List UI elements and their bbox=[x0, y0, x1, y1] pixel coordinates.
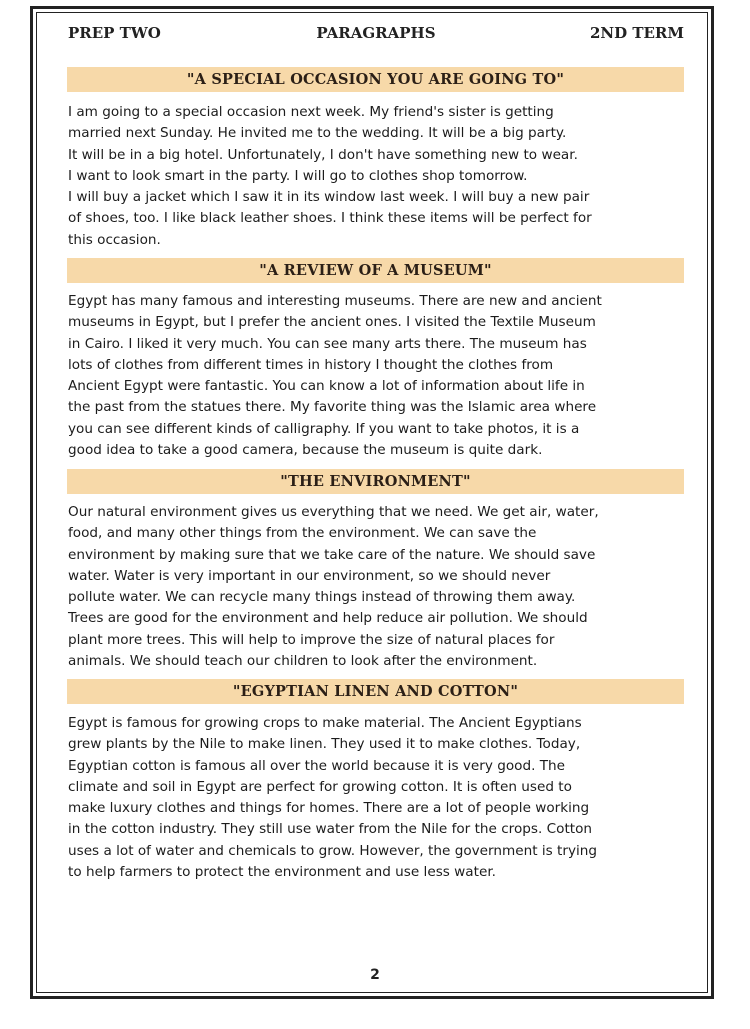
header-topic: PARAGRAPHS bbox=[316, 24, 436, 42]
header-term: 2ND TERM bbox=[589, 24, 684, 42]
page-number: 2 bbox=[370, 967, 380, 983]
paragraph-museum-review: Egypt has many famous and interesting museums. There are new and ancient museums in Egypt, but I prefer the ancient ones. I visited the Textile Museum in Cairo. I liked it very much. You can see many arts there. The museum has lots of clothes from different times in history I thought the clothes from Ancient Egypt were fantastic. You can know a lot of information about life in the past from the statues there. My favorite thing was the Islamic area where you can see different kinds of calligraphy. If you want to take photos, it is a good idea to take a good camera, because the museum is quite dark. bbox=[68, 293, 602, 459]
paragraph-special-occasion: I am going to a special occasion next week. My friend's sister is getting married next Sunday. He invited me to the wedding. It will be a big party. It will be in a big hotel. Unfortunately, I don't have something new to wear. I want to look smart in the party. I will go to clothes shop tomorrow. I will buy a jacket which I saw it in its window last week. I will buy a new pair of shoes, too. I like black leather shoes. I think these items will be perfect for this occasion. bbox=[68, 104, 592, 248]
page-header bbox=[68, 24, 684, 44]
section-title-environment: "THE ENVIRONMENT" bbox=[67, 469, 684, 494]
section-title-museum-review: "A REVIEW OF A MUSEUM" bbox=[67, 258, 684, 283]
section-title-linen-cotton: "EGYPTIAN LINEN AND COTTON" bbox=[67, 679, 684, 704]
header-grade: PREP TWO bbox=[68, 24, 161, 42]
paragraph-linen-cotton: Egypt is famous for growing crops to make material. The Ancient Egyptians grew plants by the Nile to make linen. They used it to make clothes. Today, Egyptian cotton is famous all over the world because it is very good. The climate and soil in Egypt are perfect for growing cotton. It is often used to make luxury clothes and things for homes. There are a lot of people working in the cotton industry. They still use water from the Nile for the crops. Cotton uses a lot of water and chemicals to grow. However, the government is trying to help farmers to protect the environment and use less water. bbox=[68, 715, 598, 881]
section-title-special-occasion: "A SPECIAL OCCASION YOU ARE GOING TO" bbox=[67, 67, 684, 92]
paragraph-environment: Our natural environment gives us everything that we need. We get air, water, food, and many other things from the environment. We can save the environment by making sure that we take care of the nature. We should save water. Water is very important in our environment, so we should never pollute water. We can recycle many things instead of throwing them away. Trees are good for the environment and help reduce air pollution. We should plant more trees. This will help to improve the size of natural places for animals. We should teach our children to look after the environment. bbox=[68, 504, 599, 670]
